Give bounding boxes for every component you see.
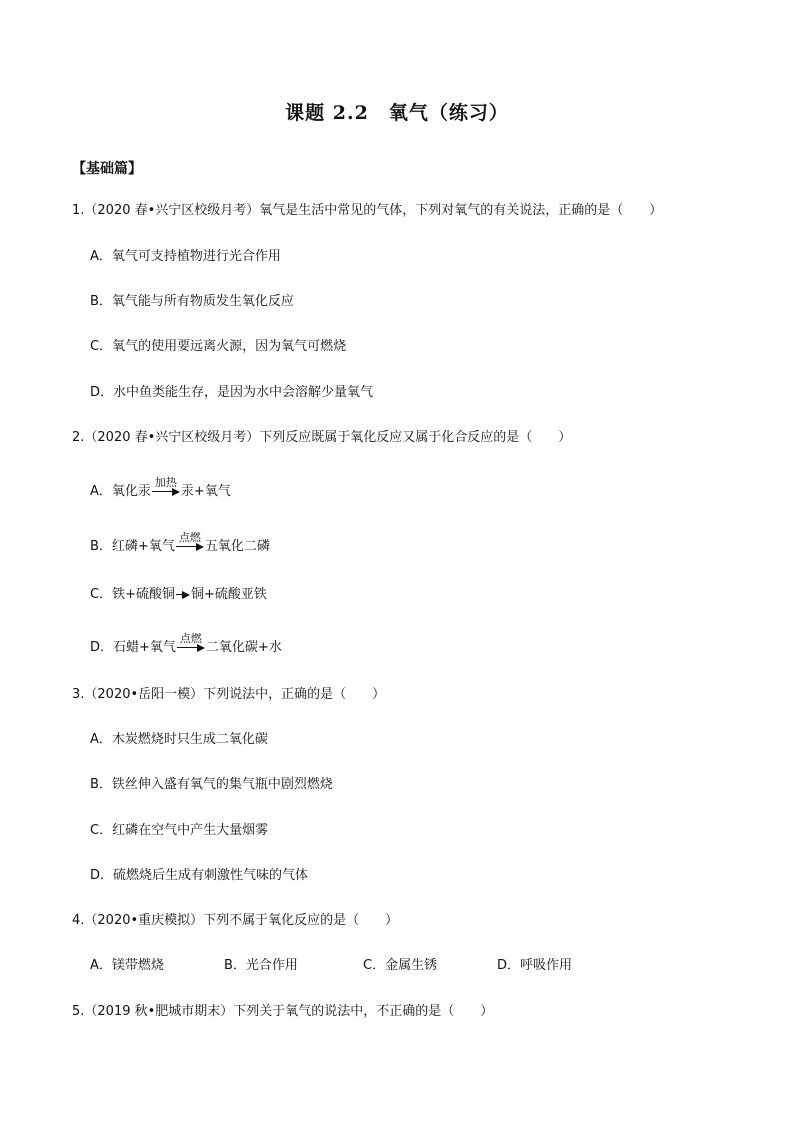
arrow-head-icon [197, 644, 205, 652]
question-2-option-c [90, 585, 267, 604]
question-3-option-b: B．铁丝伸入盛有氧气的集气瓶中剧烈燃烧 [90, 777, 333, 792]
products: 五氧化二磷 [204, 539, 270, 554]
products: 二氧化碳+水 [205, 640, 282, 655]
products: 汞+氧气 [180, 484, 231, 499]
arrow-shaft [177, 647, 199, 648]
reaction-arrow [177, 632, 205, 652]
arrow-shaft [152, 491, 174, 492]
question-1-option-d: D．水中鱼类能生存，是因为水中会溶解少量氧气 [90, 385, 374, 400]
reaction-arrow [176, 585, 190, 599]
reaction-condition: 点燃 [178, 531, 201, 544]
arrow-head-icon [196, 543, 204, 551]
question-1-stem: 1.（2020 春•兴宁区校级月考）氧气是生活中常见的气体，下列对氧气的有关说法，正确的是（ ） [72, 203, 663, 218]
question-4-stem: 4.（2020•重庆模拟）下列不属于氧化反应的是（ ） [72, 913, 399, 928]
page-title: 课题 2.2 氧气（练习） [285, 102, 509, 124]
arrow-head-icon [172, 488, 180, 496]
question-3-stem: 3.（2020•岳阳一模）下列说法中，正确的是（ ） [72, 687, 386, 702]
question-4-option-b: B．光合作用 [224, 958, 298, 973]
question-4-option-c: C．金属生锈 [363, 958, 438, 973]
reactants: 红磷+氧气 [111, 539, 175, 554]
question-5-stem: 5.（2019 秋•肥城市期末）下列关于氧气的说法中，不正确的是（ ） [72, 1004, 494, 1019]
question-3-option-a: A．木炭燃烧时只生成二氧化碳 [90, 732, 268, 747]
reaction-condition: 加热 [154, 476, 177, 489]
reactants: 石蜡+氧气 [113, 640, 176, 655]
reaction-condition: 点燃 [179, 632, 202, 645]
reactants: 铁+硫酸铜 [112, 587, 175, 602]
option-label: B． [90, 539, 112, 554]
reaction-arrow [176, 531, 204, 551]
question-4-option-a: A．镁带燃烧 [90, 958, 164, 973]
reactants: 氧化汞 [111, 484, 151, 499]
question-2-stem: 2.（2020 春•兴宁区校级月考）下列反应既属于氧化反应又属于化合反应的是（ ） [72, 430, 572, 445]
arrow-shaft [176, 546, 198, 547]
question-3-option-c: C．红磷在空气中产生大量烟雾 [90, 823, 269, 838]
arrow-head-icon [182, 591, 190, 599]
question-3-option-d: D．硫燃烧后生成有刺激性气味的气体 [90, 868, 309, 883]
option-label: C． [90, 587, 113, 602]
question-2-option-b [90, 531, 270, 556]
question-4-options [90, 957, 710, 975]
section-heading: 【基础篇】 [72, 161, 142, 177]
option-label: D． [90, 640, 114, 655]
question-1-option-b: B．氧气能与所有物质发生氧化反应 [90, 294, 294, 309]
question-1-option-c: C．氧气的使用要远离火源，因为氧气可燃烧 [90, 339, 347, 354]
option-label: A． [90, 484, 112, 499]
question-2-option-a [90, 476, 231, 501]
products: 铜+硫酸亚铁 [190, 587, 267, 602]
question-2-option-d [90, 632, 282, 657]
question-4-option-d: D．呼吸作用 [497, 958, 573, 973]
question-1-option-a: A．氧气可支持植物进行光合作用 [90, 249, 281, 264]
reaction-arrow [152, 476, 180, 496]
